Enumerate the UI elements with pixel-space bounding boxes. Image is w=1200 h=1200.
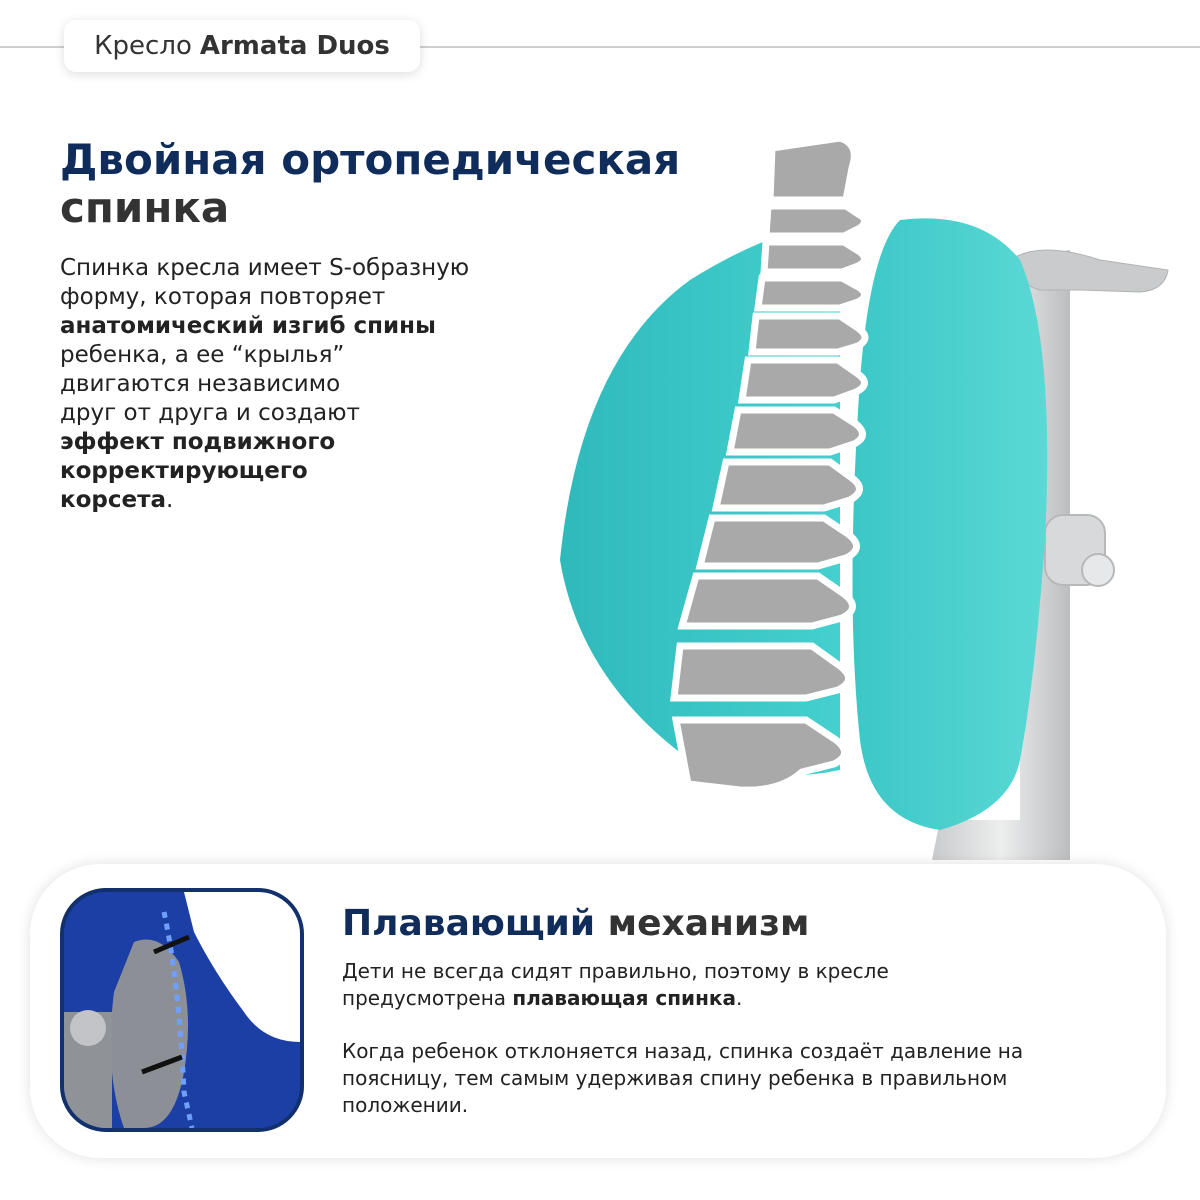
mechanism-title-gray: механизм [607, 903, 810, 944]
desc-line-bold: корсета. [60, 487, 174, 513]
desc-line-bold: эффект подвижного [60, 429, 336, 455]
p1-line: Дети не всегда сидят правильно, поэтому в кресле [342, 959, 889, 983]
desc-line-bold: корректирующего [60, 458, 308, 484]
mechanism-paragraph-2 [342, 1038, 1162, 1119]
p2-line: поясницу, тем самым удерживая спину ребенка в правильном [342, 1066, 1008, 1090]
title-prefix: Кресло [94, 31, 192, 61]
p2-line: положении. [342, 1093, 469, 1117]
backrest-right-wing [853, 218, 1048, 830]
joint-knob [1082, 554, 1114, 586]
page-title-line1: Двойная ортопедическая [60, 135, 681, 184]
title-brand: Armata Duos [199, 31, 390, 61]
desc-line: форму, которая повторяет [60, 284, 386, 310]
joint-icon [70, 1010, 106, 1046]
desc-line-bold: анатомический изгиб спины [60, 313, 436, 339]
header-rule-right [420, 46, 1200, 48]
description [60, 254, 540, 515]
chair-backrest-illustration [540, 120, 1180, 880]
header-rule-left [0, 46, 70, 48]
floating-backrest-thumbnail [60, 888, 304, 1132]
p2-line: Когда ребенок отклоняется назад, спинка создаёт давление на [342, 1039, 1024, 1063]
page-title-line2: спинка [60, 183, 230, 232]
mechanism-title-blue: Плавающий [342, 903, 596, 944]
p1-line: предусмотрена плавающая спинка. [342, 986, 743, 1010]
desc-line: ребенка, а ее “крылья” [60, 342, 345, 368]
desc-line: друг от друга и создают [60, 400, 360, 426]
desc-line: двигаются независимо [60, 371, 341, 397]
desc-line: Спинка кресла имеет S-образную [60, 255, 470, 281]
product-title-badge [64, 20, 420, 72]
mechanism-paragraph-1 [342, 958, 1162, 1012]
mechanism-title [342, 903, 809, 944]
